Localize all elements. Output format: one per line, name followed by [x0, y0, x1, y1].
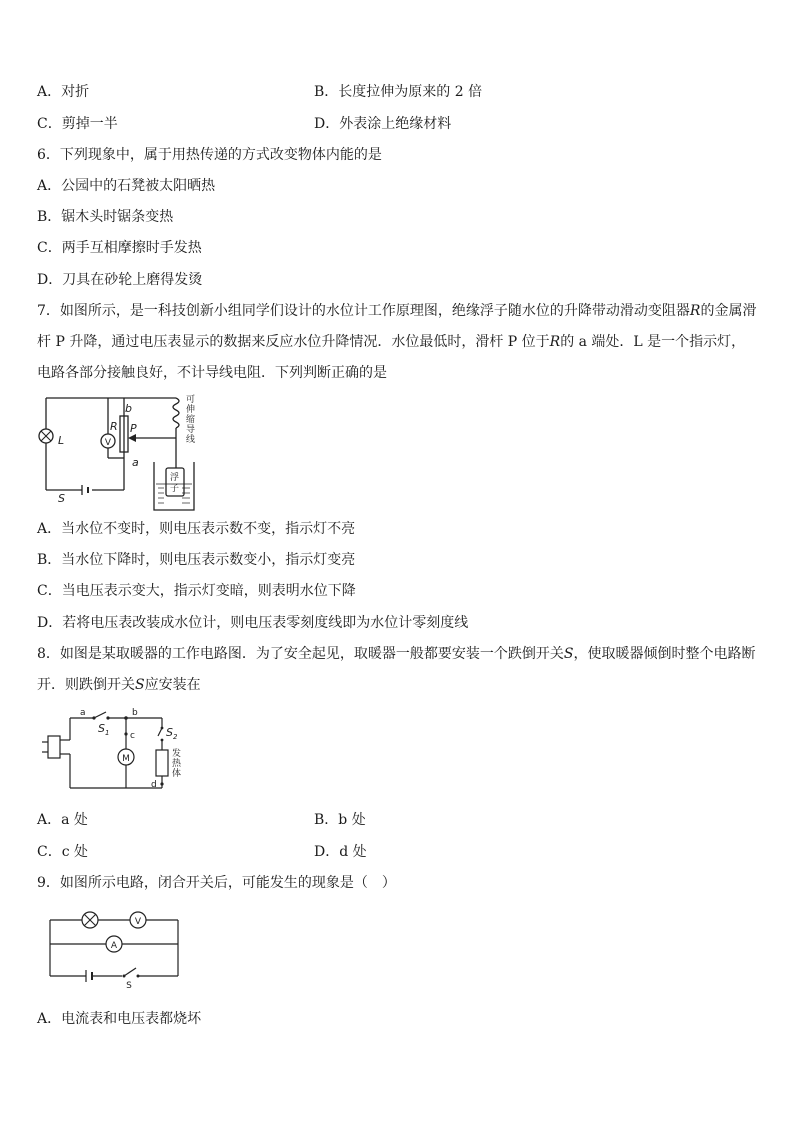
lamp-icon — [82, 912, 98, 928]
fig-label-p: P — [130, 422, 137, 435]
q6-option-a: A．公园中的石凳被太阳晒热 — [37, 178, 216, 194]
q7-stem-text: 的 a 端处．L 是一个指示灯， — [560, 334, 746, 350]
slider-arrow-icon — [128, 434, 136, 442]
fig-label-s1: $S_1$ — [98, 722, 110, 737]
fig-label-a: a — [132, 456, 139, 469]
q7-var-r: R — [549, 334, 561, 350]
q8-stem-line1 — [37, 645, 756, 663]
q7-option-a: A．当水位不变时，则电压表示数不变，指示灯不亮 — [37, 521, 356, 537]
q7-option-b: B．当水位下降时，则电压表示数变小，指示灯变亮 — [37, 552, 356, 568]
ammeter-label: A — [110, 941, 118, 951]
fig-label-b: b — [132, 708, 138, 718]
voltmeter-label: V — [104, 438, 112, 448]
svg-text:缩: 缩 — [186, 415, 196, 425]
q9-option-a: A．电流表和电压表都烧坏 — [37, 1011, 202, 1027]
q7-stem-line1 — [37, 302, 756, 320]
q5-option-b: B．长度拉伸为原来的 2 倍 — [314, 84, 483, 100]
lamp-icon — [39, 429, 53, 443]
q6-stem: 6．下列现象中，属于用热传递的方式改变物体内能的是 — [37, 147, 382, 163]
q8-var-s: S — [135, 677, 145, 693]
fig-label-l: L — [58, 434, 65, 447]
fig-label-c: c — [130, 731, 135, 741]
q6-option-c: C．两手互相摩擦时手发热 — [37, 240, 202, 256]
ammeter-icon — [106, 936, 122, 952]
q5-option-a: A．对折 — [37, 84, 90, 100]
q9-stem: 9．如图所示电路，闭合开关后，可能发生的现象是（ ） — [37, 875, 396, 891]
q8-stem-line2 — [37, 676, 201, 694]
q7-option-c: C．当电压表示变大，指示灯变暗，则表明水位下降 — [37, 583, 356, 599]
q8-option-c: C．c 处 — [37, 844, 89, 860]
q5-option-c: C．剪掉一半 — [37, 116, 118, 132]
svg-text:线: 线 — [186, 435, 196, 445]
q8-stem-text: 应安装在 — [144, 677, 201, 693]
q6-option-d: D．刀具在砂轮上磨得发烫 — [37, 272, 203, 288]
fig-label-s: S — [58, 492, 65, 505]
svg-text:伸: 伸 — [186, 405, 196, 415]
fig-label-a: a — [80, 708, 86, 718]
fig-label-d: d — [151, 780, 157, 790]
svg-text:浮: 浮 — [170, 473, 180, 483]
svg-text:热: 热 — [172, 759, 182, 769]
q7-stem-line2 — [37, 333, 745, 351]
fig-label-b: b — [125, 402, 132, 415]
svg-text:可: 可 — [186, 395, 196, 405]
q8-option-b: B．b 处 — [314, 812, 366, 828]
fig-label-s2: $S_2$ — [166, 726, 178, 741]
q8-var-s: S — [563, 646, 574, 662]
fig-label-s: S — [126, 981, 132, 990]
voltmeter-icon — [101, 434, 115, 448]
q7-stem-line3: 电路各部分接触良好，不计导线电阻．下列判断正确的是 — [37, 365, 387, 381]
q7-stem-text: 的金属滑 — [700, 303, 757, 319]
q8-circuit-figure — [40, 704, 190, 800]
voltmeter-label: V — [134, 917, 142, 927]
svg-text:体: 体 — [172, 769, 182, 779]
fig-label-float — [170, 471, 179, 494]
q5-option-d: D．外表涂上绝缘材料 — [314, 116, 452, 132]
voltmeter-icon — [130, 912, 146, 928]
q8-stem-text: ，使取暖器倾倒时整个电路断 — [573, 646, 756, 662]
q7-stem-text: 杆 P 升降，通过电压表显示的数据来反应水位升降情况．水位最低时，滑杆 P 位于 — [37, 334, 550, 350]
svg-text:导: 导 — [186, 425, 196, 435]
q9-circuit-figure — [44, 906, 184, 990]
q8-option-a: A．a 处 — [37, 812, 88, 828]
q8-stem-text: 开．则跌倒开关 — [37, 677, 135, 693]
q7-circuit-figure — [36, 392, 196, 514]
q7-option-d: D．若将电压表改装成水位计，则电压表零刻度线即为水位计零刻度线 — [37, 615, 469, 631]
q6-option-b: B．锯木头时锯条变热 — [37, 209, 174, 225]
fig-label-r: R — [110, 420, 118, 433]
motor-icon — [118, 749, 134, 765]
motor-label: M — [122, 754, 130, 764]
q7-var-r: R — [689, 303, 701, 319]
fig-label-heater — [172, 747, 182, 779]
svg-text:子: 子 — [170, 484, 180, 494]
q7-stem-text: 7．如图所示，是一科技创新小组同学们设计的水位计工作原理图，绝缘浮子随水位的升降带动滑动变阻器 — [37, 303, 690, 319]
fig-label-wire — [186, 394, 195, 445]
svg-text:发: 发 — [172, 749, 182, 759]
q8-option-d: D．d 处 — [314, 844, 367, 860]
q8-stem-text: 8．如图是某取暖器的工作电路图．为了安全起见，取暖器一般都要安装一个跌倒开关 — [37, 646, 564, 662]
